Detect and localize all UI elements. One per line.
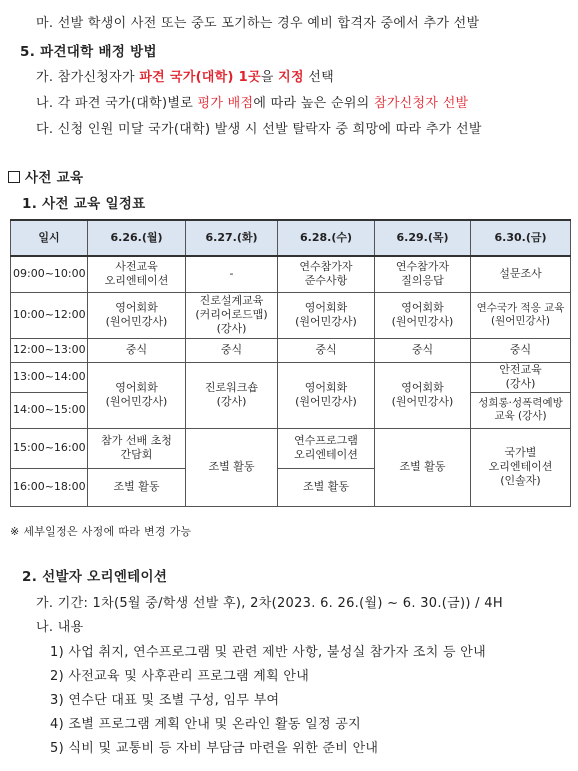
table-cell: 조별 활동 [375,428,471,506]
table-cell: 영어회화 (원어민강사) [375,362,471,428]
schedule-note: ※ 세부일정은 사정에 따라 변경 가능 [10,525,192,538]
table-cell: 조별 활동 [186,428,278,506]
table-header-cell: 6.29.(목) [375,220,471,256]
table-cell: 연수국가 적응 교육 (원어민강사) [471,292,571,338]
item-ma: 마. 선발 학생이 사전 또는 중도 포기하는 경우 예비 합격자 중에서 추가 선발 [36,16,480,31]
table-cell: 중식 [375,338,471,362]
table-row [11,428,571,468]
pre-education-title: 사전 교육 [25,170,84,186]
time-cell: 10:00~12:00 [11,292,88,338]
item-na-highlight-2: 참가신청자 선발 [373,96,469,111]
table-cell: 조별 활동 [88,468,186,506]
content-item-1: 1) 사업 취지, 연수프로그램 및 관련 제반 사항, 불성실 참가자 조치 등 안내 [50,645,487,660]
table-cell: 설문조사 [471,256,571,292]
table-header-cell: 6.27.(화) [186,220,278,256]
table-cell: 영어회화 (원어민강사) [278,292,375,338]
table-cell: 중식 [88,338,186,362]
table-cell: 사전교육 오리엔테이션 [88,256,186,292]
item-na-mid: 에 따라 높은 순위의 [253,96,374,111]
table-cell: 안전교육 (강사) [471,362,571,392]
time-cell: 12:00~13:00 [11,338,88,362]
content-item-4: 4) 조별 프로그램 계획 안내 및 온라인 활동 일정 공지 [50,717,361,732]
table-cell: 성희롱·성폭력예방 교육 (강사) [471,392,571,428]
schedule-table [10,219,571,507]
table-header-cell: 6.28.(수) [278,220,375,256]
table-cell: 중식 [186,338,278,362]
time-cell: 09:00~10:00 [11,256,88,292]
table-header-cell: 일시 [11,220,88,256]
s2-item-na: 나. 내용 [36,620,84,635]
table-cell: 연수참가자 준수사항 [278,256,375,292]
schedule-title: 1. 사전 교육 일정표 [22,196,146,212]
item-da: 다. 신청 인원 미달 국가(대학) 발생 시 선발 탈락자 중 희망에 따라 추가 선발 [36,122,482,137]
table-cell: 영어회화 (원어민강사) [88,292,186,338]
table-row [11,292,571,338]
item-ga-pre: 가. 참가신청자가 [36,70,140,85]
table-cell: 중식 [471,338,571,362]
table-cell: 진로워크숍 (강사) [186,362,278,428]
table-cell: 조별 활동 [278,468,375,506]
table-header-cell: 6.30.(금) [471,220,571,256]
table-header-cell: 6.26.(월) [88,220,186,256]
section-2-title: 2. 선발자 오리엔테이션 [22,569,168,585]
time-cell: 15:00~16:00 [11,428,88,468]
item-ga-highlight-2: 지정 [278,70,304,85]
table-cell: 국가별 오리엔테이션 (인솔자) [471,428,571,506]
item-na-highlight: 평가 배점 [197,96,254,111]
s2-item-ga: 가. 기간: 1차(5월 중/학생 선발 후), 2차(2023. 6. 26.(월) ~ 6. 30.(금)) / 4H [36,596,503,611]
table-cell: - [186,256,278,292]
table-row [11,256,571,292]
time-cell: 13:00~14:00 [11,362,88,392]
item-ga-mid: 을 [260,70,279,85]
item-na-pre: 나. 각 파견 국가(대학)별로 [36,96,198,111]
section-5-title: 5. 파견대학 배정 방법 [20,44,157,60]
checkbox-square-icon [8,171,20,183]
table-cell: 중식 [278,338,375,362]
table-cell: 영어회화 (원어민강사) [375,292,471,338]
content-item-5: 5) 식비 및 교통비 등 자비 부담금 마련을 위한 준비 안내 [50,741,379,756]
content-item-2: 2) 사전교육 및 사후관리 프로그램 계획 안내 [50,669,310,684]
item-ga-post: 선택 [303,70,334,85]
table-row [11,338,571,362]
item-ga-highlight: 파견 국가(대학) 1곳 [139,70,261,85]
table-cell: 연수프로그램 오리엔테이션 [278,428,375,468]
table-header-row [11,220,571,256]
time-cell: 14:00~15:00 [11,392,88,428]
table-row [11,362,571,392]
table-cell: 영어회화 (원어민강사) [278,362,375,428]
item-na [36,92,468,111]
pre-education-heading [8,166,83,186]
content-item-3: 3) 연수단 대표 및 조별 구성, 임무 부여 [50,693,280,708]
item-ga [36,66,334,85]
table-cell: 진로설계교육 (커리어로드맵) (강사) [186,292,278,338]
table-cell: 영어회화 (원어민강사) [88,362,186,428]
table-cell: 참가 선배 초청 간담회 [88,428,186,468]
table-cell: 연수참가자 질의응답 [375,256,471,292]
time-cell: 16:00~18:00 [11,468,88,506]
